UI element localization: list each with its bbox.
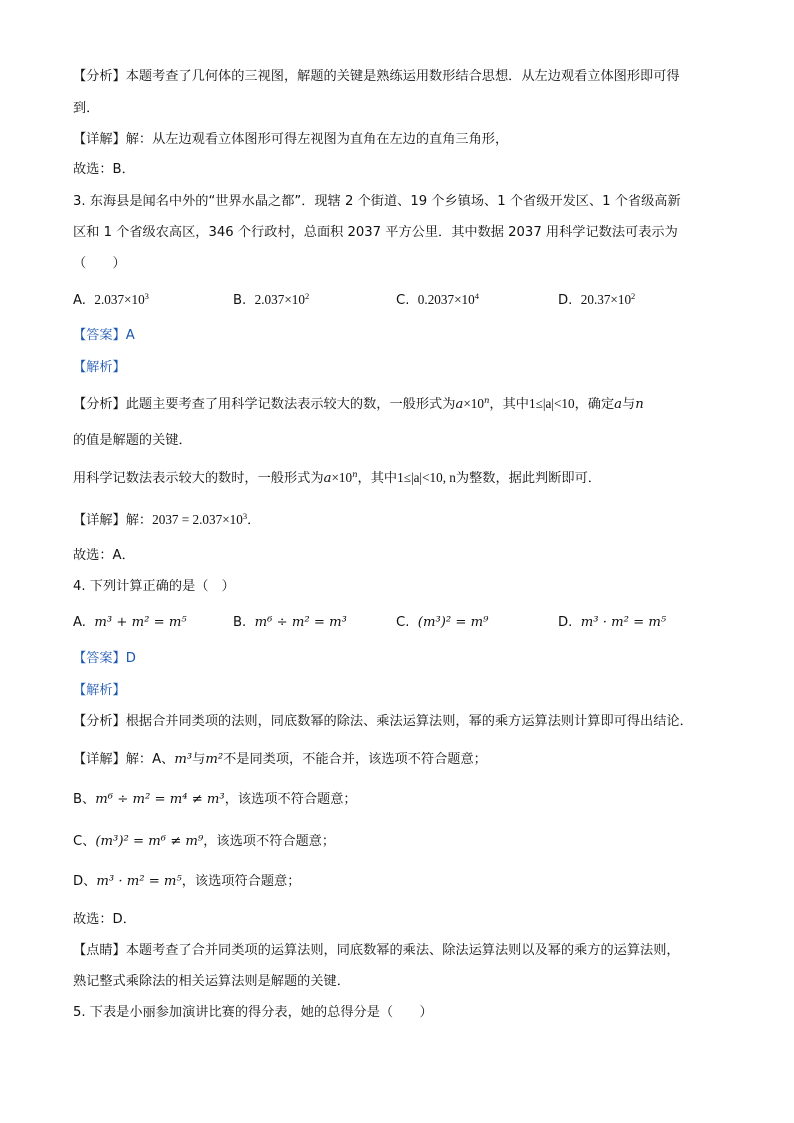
q3-choice-b[interactable]: B. $2.037\times 10^2$ — [233, 291, 310, 308]
q3-method: 用科学记数法表示较大的数时，一般形式为$a\times 10^n$，其中1≤|a|<10, n为整数，据此判断即可． — [73, 470, 601, 486]
q3-stem-line1: 3. 东海县是闻名中外的“世界水晶之都”．现辖 2 个街道、19 个乡镇场、1 个省级开发区、1 个省级高新 — [73, 194, 681, 209]
q3-choose: 故选：A． — [73, 548, 135, 563]
q4-detail-a: 【详解】解：A、m³与m²不是同类项，不能合并，该选项不符合题意； — [73, 752, 487, 767]
q3-choice-d[interactable]: D. $20.37\times 10^2$ — [558, 291, 636, 308]
q2-choose: 故选：B． — [73, 162, 135, 177]
q3-paren: （ ） — [73, 256, 126, 271]
q4-jiexi-label: 【解析】 — [73, 683, 126, 698]
q4-choice-a[interactable]: A. m³ + m² = m⁵ — [73, 615, 187, 630]
q4-choices — [73, 614, 773, 634]
q2-analysis-line1: 【分析】本题考查了几何体的三视图，解题的关键是熟练运用数形结合思想．从左边观看立体图形即可得 — [73, 69, 680, 84]
q5-stem: 5. 下表是小丽参加演讲比赛的得分表，她的总得分是（ ） — [73, 1005, 433, 1020]
q4-answer: 【答案】D — [73, 651, 136, 666]
q2-analysis-line2: 到． — [73, 101, 100, 116]
q3-answer: 【答案】A — [73, 328, 135, 343]
q2-detail: 【详解】解：从左边观看立体图形可得左视图为直角在左边的直角三角形， — [73, 132, 509, 147]
q3-choices — [73, 291, 773, 311]
q4-choice-c[interactable]: C. (m³)² = m⁹ — [396, 615, 489, 630]
q4-analysis: 【分析】根据合并同类项的法则，同底数幂的除法、乘法运算法则，幂的乘方运算法则计算即可得出结论． — [73, 714, 693, 729]
q4-detail-c: C、(m³)² = m⁶ ≠ m⁹，该选项不符合题意； — [73, 834, 336, 849]
q3-stem-line2: 区和 1 个省级农高区，346 个行政村，总面积 2037 平方公里．其中数据 2037 用科学记数法可表示为 — [73, 225, 678, 240]
q3-analysis-line2: 的值是解题的关键． — [73, 433, 192, 448]
q4-detail-b: B、m⁶ ÷ m² = m⁴ ≠ m³，该选项不符合题意； — [73, 792, 357, 807]
q3-choice-c[interactable]: C. $0.2037\times 10^4$ — [396, 291, 479, 308]
q3-detail: 【详解】解：$2037 = 2.037\times 10^3$． — [73, 511, 261, 528]
q4-detail-d: D、m³ · m² = m⁵，该选项符合题意； — [73, 874, 301, 889]
q4-choice-d[interactable]: D. m³ · m² = m⁵ — [558, 615, 667, 630]
q4-stem: 4. 下列计算正确的是（ ） — [73, 579, 235, 594]
q3-jiexi-label: 【解析】 — [73, 360, 126, 375]
q4-comment-line1: 【点睛】本题考查了合并同类项的运算法则，同底数幂的乘法、除法运算法则以及幂的乘方的运算法则， — [73, 943, 680, 958]
q4-choice-b[interactable]: B. m⁶ ÷ m² = m³ — [233, 615, 347, 630]
q4-choose: 故选：D． — [73, 912, 136, 927]
q4-comment-line2: 熟记整式乘除法的相关运算法则是解题的关键． — [73, 974, 350, 989]
q3-choice-a[interactable]: A. $2.037\times 10^3$ — [73, 291, 149, 308]
q3-analysis-line1: 【分析】此题主要考查了用科学记数法表示较大的数，一般形式为$a\times 10^n$，其中1≤|a|<10，确定a与n — [73, 396, 644, 412]
